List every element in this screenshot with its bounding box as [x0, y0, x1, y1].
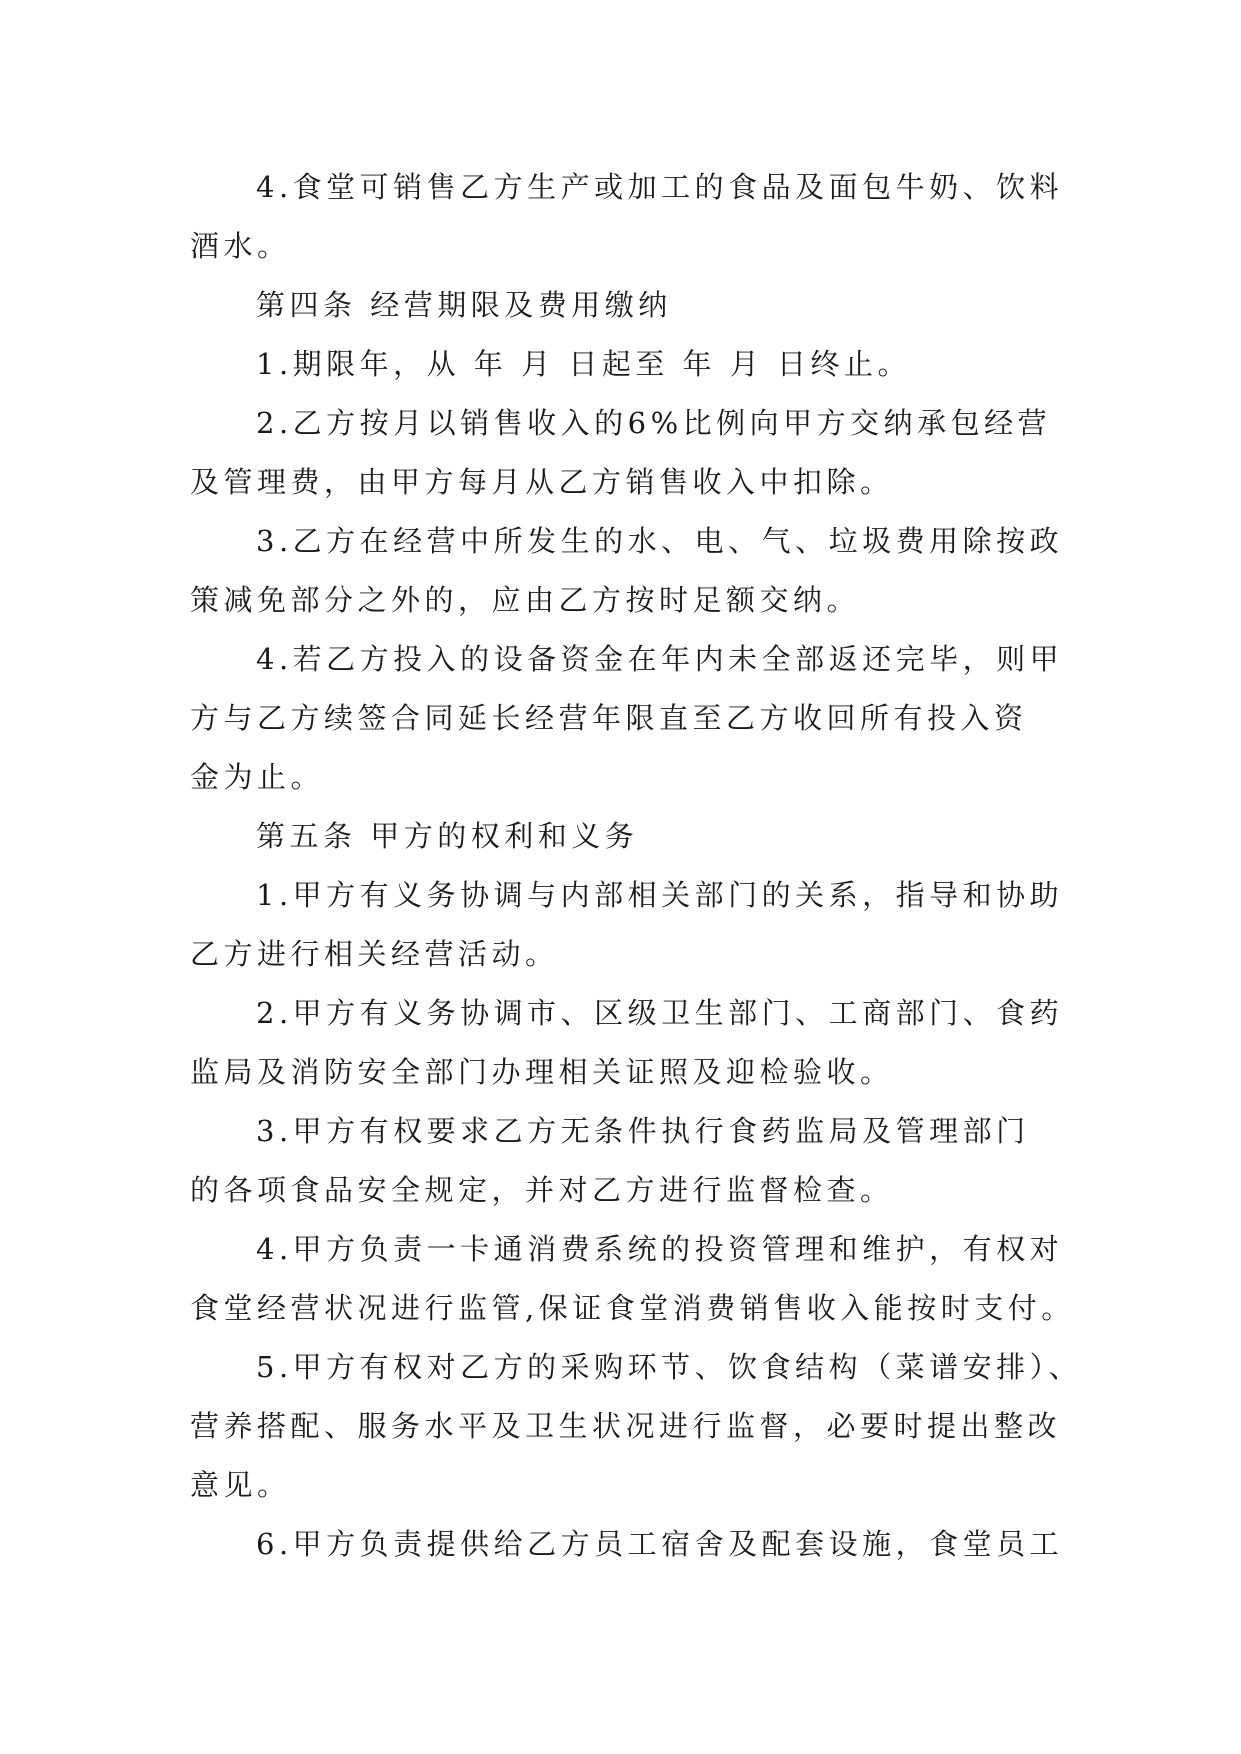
section-heading: 第四条 经营期限及费用缴纳 — [256, 288, 672, 322]
text-line: 金为止。 — [190, 760, 325, 794]
text-line: 酒水。 — [190, 229, 291, 263]
text-line: 策减免部分之外的，应由乙方按时足额交纳。 — [190, 583, 861, 617]
text-line: 1.期限年，从 年 月 日起至 年 月 日终止。 — [256, 347, 911, 381]
document-body — [190, 158, 1083, 1574]
text-line: 4.甲方负责一卡通消费系统的投资管理和维护，有权对 — [256, 1232, 1064, 1266]
text-line: 3.乙方在经营中所发生的水、电、气、垃圾费用除按政 — [256, 524, 1064, 558]
text-line: 食堂经营状况进行监管,保证食堂消费销售收入能按时支付。 — [190, 1291, 1075, 1325]
text-line: 2.乙方按月以销售收入的6%比例向甲方交纳承包经营 — [256, 406, 1052, 440]
text-line: 的各项食品安全规定，并对乙方进行监督检查。 — [190, 1173, 894, 1207]
text-line: 1.甲方有义务协调与内部相关部门的关系，指导和协助 — [256, 878, 1064, 912]
text-line: 意见。 — [190, 1468, 291, 1502]
text-line: 方与乙方续签合同延长经营年限直至乙方收回所有投入资 — [190, 701, 1028, 735]
text-line: 乙方进行相关经营活动。 — [190, 937, 559, 971]
text-line: 及管理费，由甲方每月从乙方销售收入中扣除。 — [190, 465, 894, 499]
text-line: 3.甲方有权要求乙方无条件执行食药监局及管理部门 — [256, 1114, 1030, 1148]
text-line: 4.若乙方投入的设备资金在年内未全部返还完毕，则甲 — [256, 642, 1064, 676]
text-line: 5.甲方有权对乙方的采购环节、饮食结构（菜谱安排）、 — [256, 1350, 1083, 1384]
text-line: 2.甲方有义务协调市、区级卫生部门、工商部门、食药 — [256, 996, 1064, 1030]
text-line: 6.甲方负责提供给乙方员工宿舍及配套设施，食堂员工 — [256, 1527, 1064, 1561]
text-line: 4.食堂可销售乙方生产或加工的食品及面包牛奶、饮料 — [256, 170, 1064, 204]
text-line: 营养搭配、服务水平及卫生状况进行监督，必要时提出整改 — [190, 1409, 1062, 1443]
text-line: 监局及消防安全部门办理相关证照及迎检验收。 — [190, 1055, 894, 1089]
section-heading: 第五条 甲方的权利和义务 — [256, 819, 639, 853]
